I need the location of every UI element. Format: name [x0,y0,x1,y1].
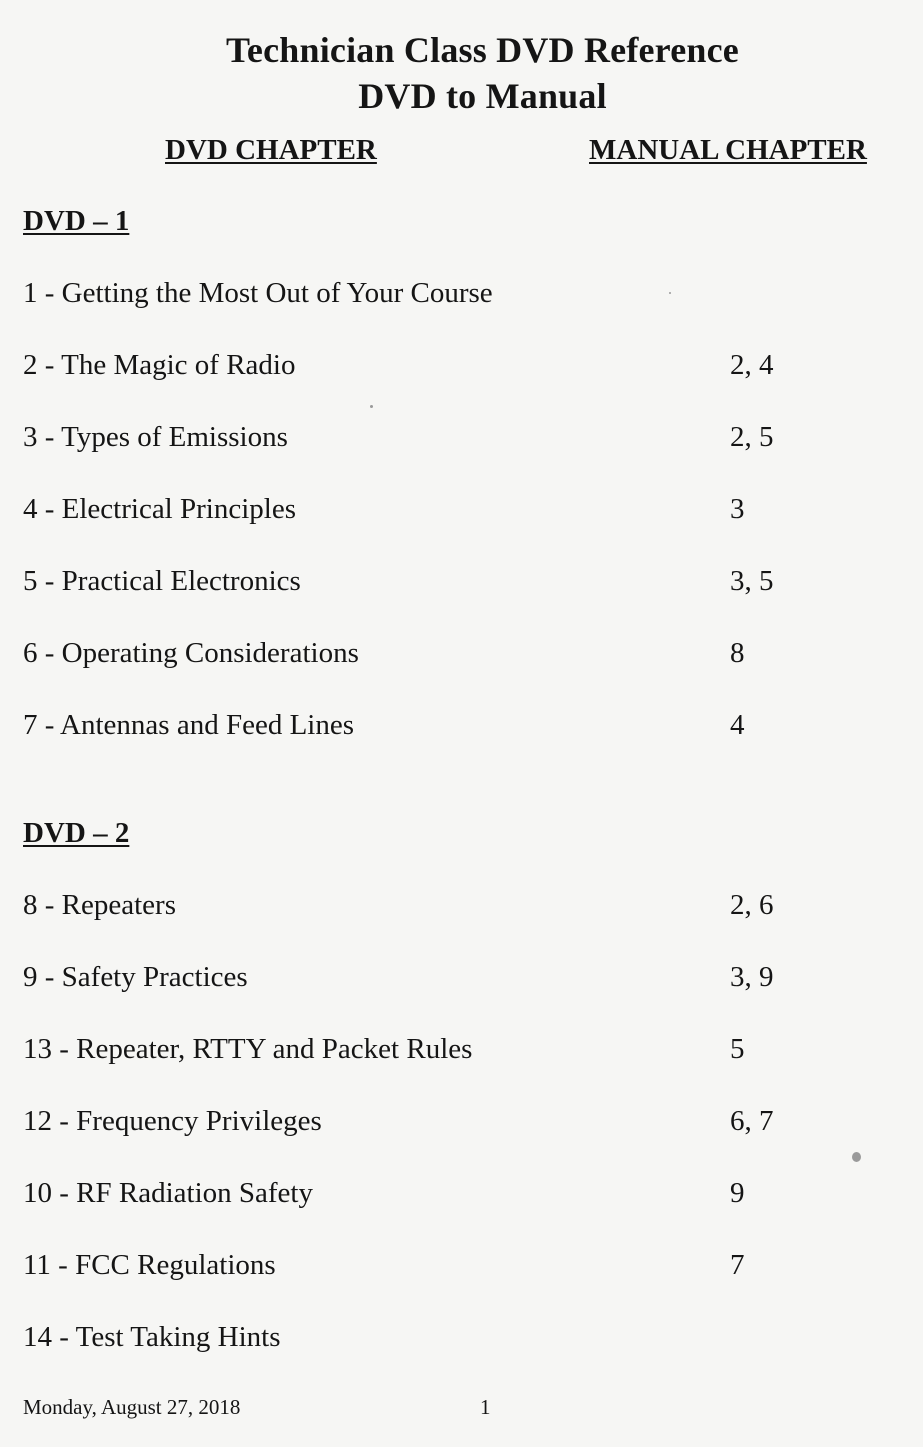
dvd-chapter-cell: 10 - RF Radiation Safety [23,1177,313,1209]
table-row [23,889,903,929]
dvd-chapter-cell: 4 - Electrical Principles [23,493,296,525]
dvd-chapter-cell: 9 - Safety Practices [23,961,248,993]
table-row [23,277,903,317]
dvd-chapter-cell: 6 - Operating Considerations [23,637,359,669]
document-subtitle: DVD to Manual [358,76,607,116]
section-heading-dvd-2: DVD – 2 [23,817,130,849]
manual-chapter-column-header: MANUAL CHAPTER [589,134,867,166]
dvd-chapter-column-header: DVD CHAPTER [165,134,377,166]
manual-chapter-cell: 2, 5 [730,421,774,453]
dvd-chapter-cell: 13 - Repeater, RTTY and Packet Rules [23,1033,473,1065]
document-title: Technician Class DVD Reference [226,30,739,70]
manual-chapter-cell: 9 [730,1177,745,1209]
manual-chapter-cell: 3, 5 [730,565,774,597]
dvd-chapter-cell: 11 - FCC Regulations [23,1249,276,1281]
dvd-chapter-cell: 1 - Getting the Most Out of Your Course [23,277,493,309]
table-row [23,1321,903,1361]
manual-chapter-cell: 4 [730,709,745,741]
manual-chapter-cell: 8 [730,637,745,669]
section-heading-dvd-1: DVD – 1 [23,205,130,237]
manual-chapter-cell: 3, 9 [730,961,774,993]
table-row [23,1177,903,1217]
table-row [23,1105,903,1145]
scan-speck [370,405,373,408]
manual-chapter-cell: 5 [730,1033,745,1065]
footer-page-number: 1 [480,1395,491,1419]
table-row [23,421,903,461]
dvd-chapter-cell: 2 - The Magic of Radio [23,349,296,381]
dvd-chapter-cell: 14 - Test Taking Hints [23,1321,281,1353]
table-row [23,1033,903,1073]
dvd-chapter-cell: 12 - Frequency Privileges [23,1105,322,1137]
dvd-chapter-cell: 8 - Repeaters [23,889,176,921]
scan-speck [669,292,671,294]
table-row [23,565,903,605]
table-row [23,349,903,389]
manual-chapter-cell: 3 [730,493,745,525]
dvd-chapter-cell: 5 - Practical Electronics [23,565,301,597]
table-row [23,637,903,677]
table-row [23,1249,903,1289]
footer-date: Monday, August 27, 2018 [23,1395,241,1419]
manual-chapter-cell: 6, 7 [730,1105,774,1137]
dvd-chapter-cell: 3 - Types of Emissions [23,421,288,453]
manual-chapter-cell: 7 [730,1249,745,1281]
manual-chapter-cell: 2, 6 [730,889,774,921]
table-row [23,709,903,749]
dvd-chapter-cell: 7 - Antennas and Feed Lines [23,709,355,741]
table-row [23,493,903,533]
scan-speck [852,1152,861,1162]
table-row [23,961,903,1001]
manual-chapter-cell: 2, 4 [730,349,774,381]
